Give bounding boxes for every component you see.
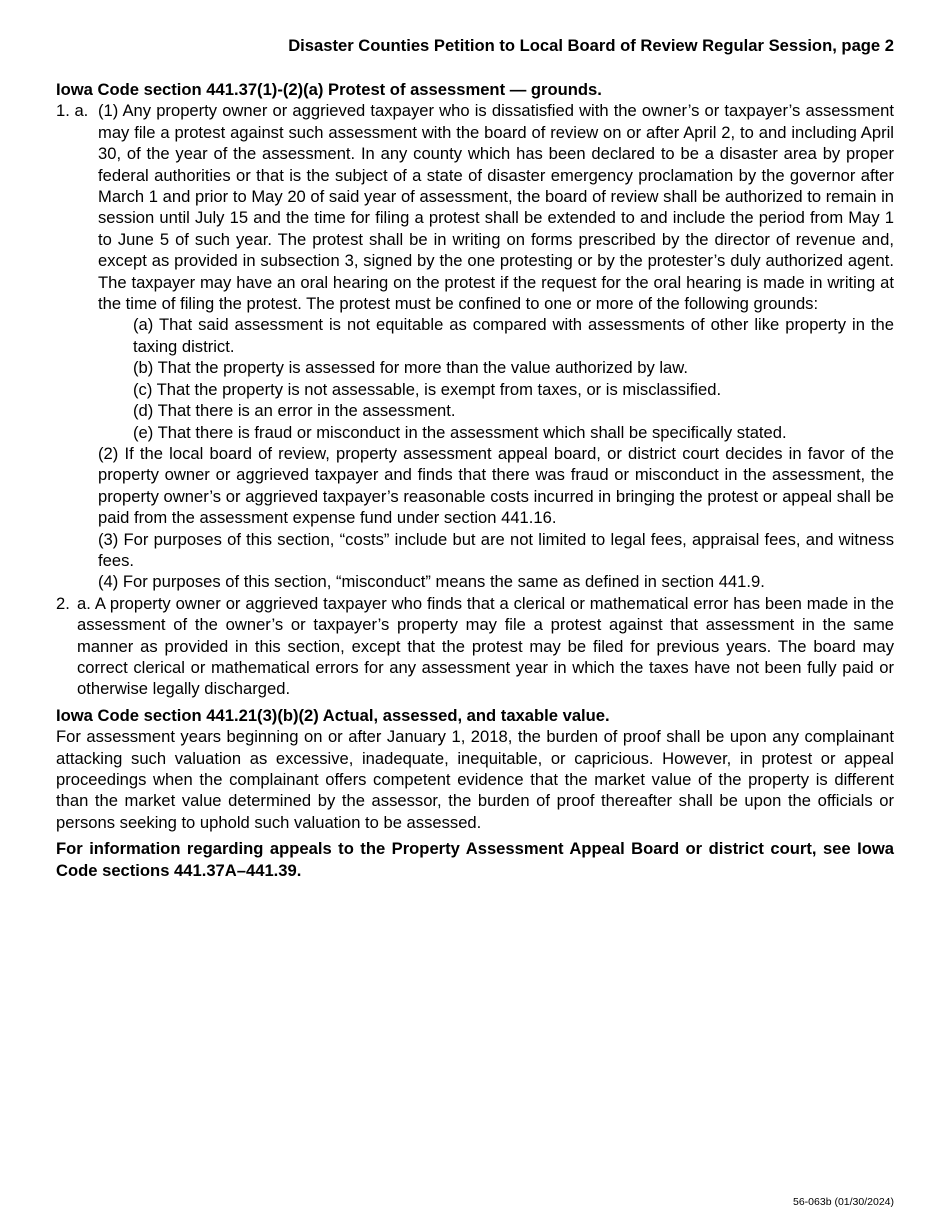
- item-2-text: a. A property owner or aggrieved taxpayer who finds that a clerical or mathematical error has been made in the assessment of the owner’s or taxpayer’s property may file a protest against that assessment in the same manner as provided in this section, except that the protest may be filed for previous years. The board may correct clerical or mathematical errors for any assessment year in which the taxes have not been fully paid or otherwise legally discharged.: [77, 593, 894, 699]
- item-2-paragraph: [56, 593, 894, 700]
- page-header-title: Disaster Counties Petition to Local Board of Review Regular Session, page 2: [288, 36, 894, 55]
- document-body: [56, 79, 894, 881]
- ground-b: (b) That the property is assessed for more than the value authorized by law.: [133, 358, 688, 378]
- item-1a-label: 1. a.: [56, 101, 89, 121]
- item-1a-paragraph-1: [56, 100, 894, 314]
- section-441-21-heading: Iowa Code section 441.21(3)(b)(2) Actual, assessed, and taxable value.: [56, 705, 610, 725]
- ground-e: (e) That there is fraud or misconduct in the assessment which shall be specifically stated.: [133, 422, 787, 442]
- item-1a-paragraph-3: (3) For purposes of this section, “costs” include but are not limited to legal fees, appraisal fees, and witness fees.: [98, 529, 894, 570]
- item-1a-text: (1) Any property owner or aggrieved taxpayer who is dissatisfied with the owner’s or taxpayer’s assessment may file a protest against such assessment with the board of review on or after April 2, to and including April 30, of the year of the assessment. In any county which has been declared to be a disaster area by proper federal authorities or that is the subject of a state of disaster emergency proclamation by the governor after March 1 and prior to May 20 of said year of assessment, the board of review shall be authorized to remain in session until July 15 and the time for filing a protest shall be extended to and include the period from May 1 to June 5 of such year. The protest shall be in writing on forms prescribed by the director of revenue and, except as provided in subsection 3, signed by the one protesting or by the protester’s duly authorized agent. The taxpayer may have an oral hearing on the protest if the request for the oral hearing is made in writing at the time of filing the protest. The protest must be confined to one or more of the following grounds:: [98, 101, 894, 314]
- item-1a-subparagraphs: [56, 443, 894, 593]
- section-441-37-heading: Iowa Code section 441.37(1)-(2)(a) Protest of assessment — grounds.: [56, 80, 602, 99]
- grounds-list: [56, 314, 894, 442]
- item-2-label: 2.: [56, 593, 70, 613]
- item-1a-paragraph-4: (4) For purposes of this section, “misconduct” means the same as defined in section 441.9.: [98, 572, 765, 592]
- ground-c: (c) That the property is not assessable, is exempt from taxes, or is misclassified.: [133, 379, 722, 399]
- ground-a: (a) That said assessment is not equitable as compared with assessments of other like property in the taxing district.: [133, 315, 894, 356]
- section-441-21-text: For assessment years beginning on or after January 1, 2018, the burden of proof shall be upon any complainant attacking such valuation as excessive, inadequate, inequitable, or capricious. However, in protest or appeal proceedings when the complainant offers competent evidence that the market value of the property is different than the market value determined by the assessor, the burden of proof thereafter shall be upon the officials or persons seeking to uphold such valuation to be assessed.: [56, 727, 894, 832]
- appeals-notice: For information regarding appeals to the Property Assessment Appeal Board or district court, see Iowa Code sections 441.37A–441.39.: [56, 839, 894, 880]
- item-1a-paragraph-2: (2) If the local board of review, property assessment appeal board, or district court decides in favor of the property owner or aggrieved taxpayer and finds that there was fraud or misconduct in the assessment, the property owner’s or aggrieved taxpayer’s reasonable costs incurred in bringing the protest or appeal shall be paid from the assessment expense fund under section 441.16.: [98, 443, 894, 528]
- form-id: 56-063b (01/30/2024): [793, 1196, 894, 1208]
- ground-d: (d) That there is an error in the assessment.: [133, 401, 456, 421]
